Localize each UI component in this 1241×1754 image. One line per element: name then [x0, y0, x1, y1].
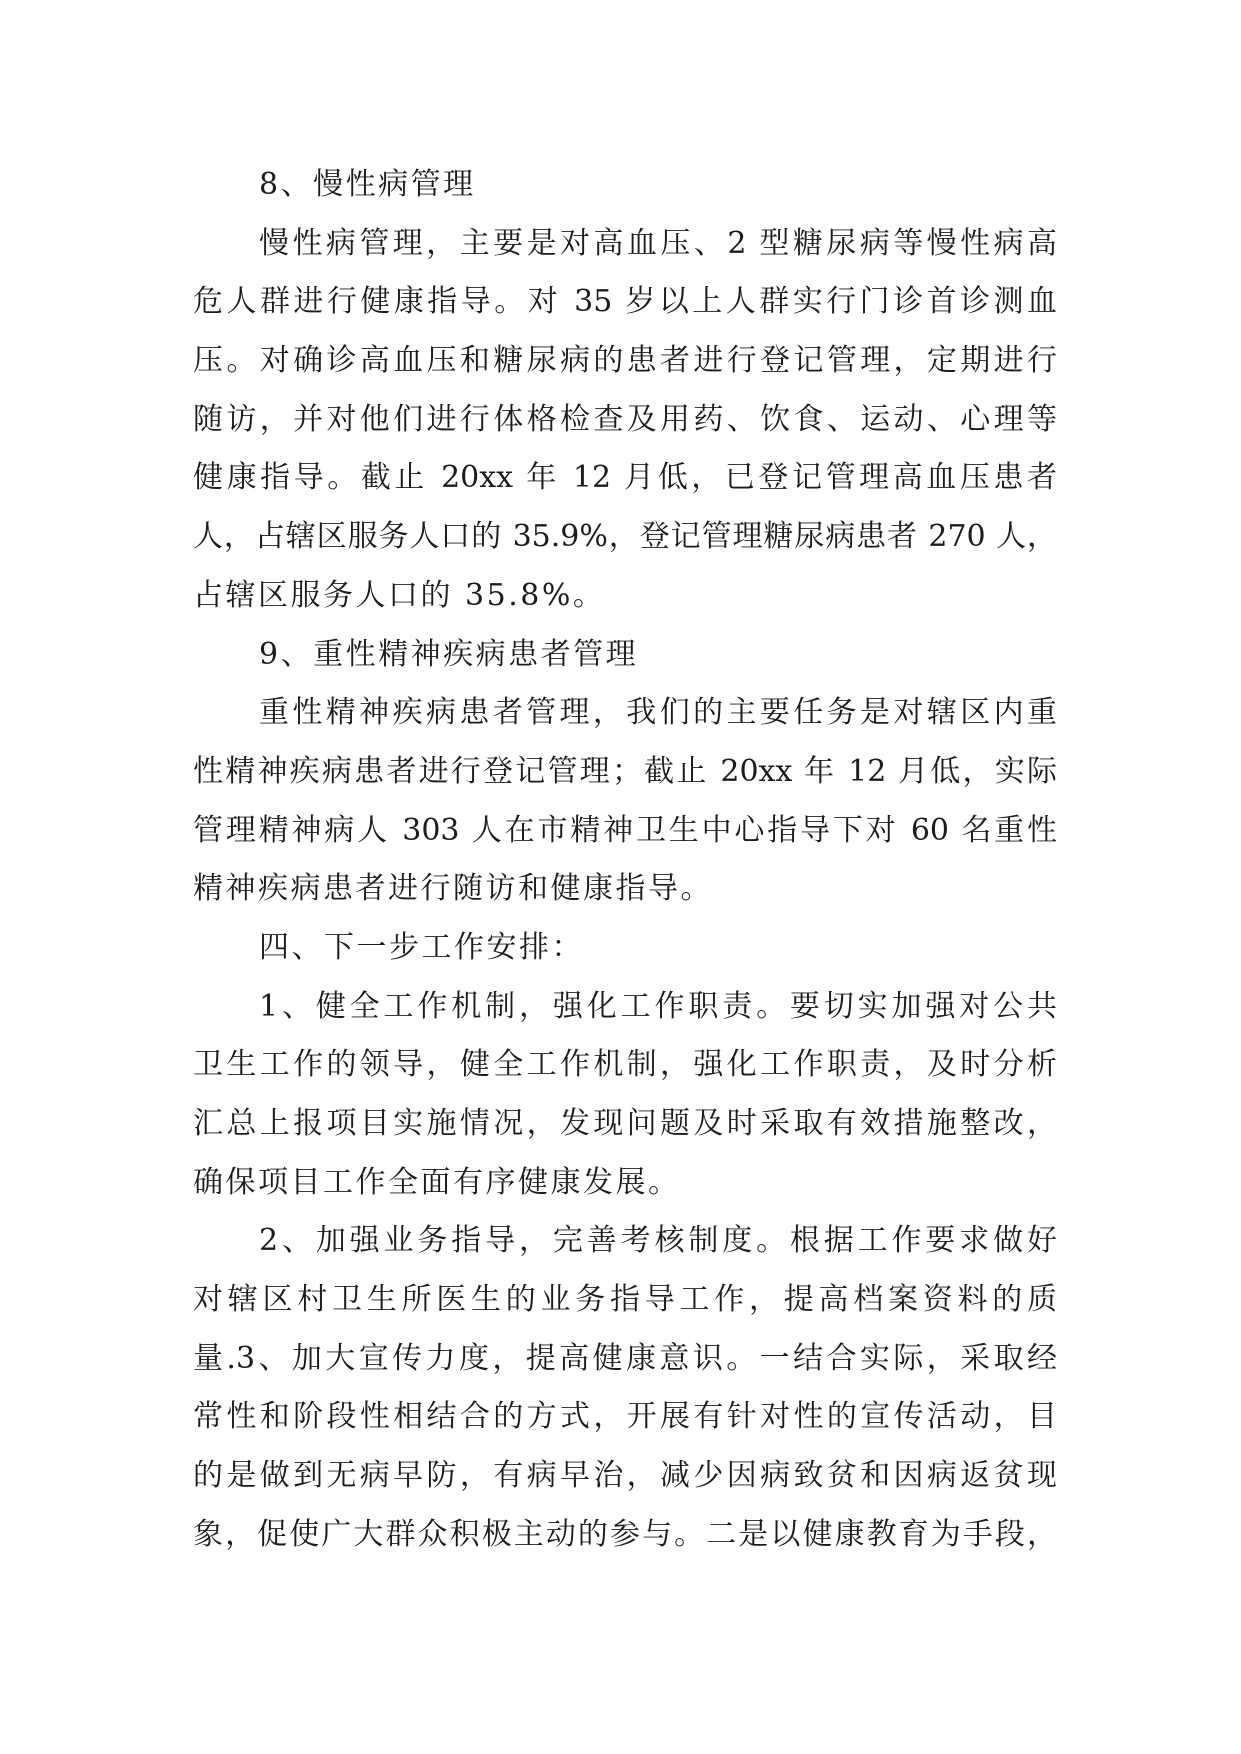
next-steps-item-1-line: 确保项目工作全面有序健康发展。	[193, 1164, 681, 1200]
section-8-line: 慢性病管理，主要是对高血压、2 型糖尿病等慢性病高	[259, 225, 1057, 261]
section-9-line: 精神疾病患者进行随访和健康指导。	[193, 871, 713, 907]
next-steps-item-2-line: 2、加强业务指导，完善考核制度。根据工作要求做好	[259, 1223, 1057, 1259]
next-steps-item-2-line: 对辖区村卫生所医生的业务指导工作，提高档案资料的质	[193, 1282, 1057, 1318]
next-steps-item-2-line: 象，促使广大群众积极主动的参与。二是以健康教育为手段，	[193, 1516, 1057, 1552]
next-steps-item-2-line: 常性和阶段性相结合的方式，开展有针对性的宣传活动，目	[193, 1399, 1057, 1435]
next-steps-item-2-line: 量.3、加大宣传力度，提高健康意识。一结合实际，采取经	[193, 1340, 1057, 1376]
section-9-line: 重性精神疾病患者管理，我们的主要任务是对辖区内重	[259, 695, 1057, 731]
next-steps-item-1-line: 卫生工作的领导，健全工作机制，强化工作职责，及时分析	[193, 1047, 1057, 1083]
section-8-line: 随访，并对他们进行体格检查及用药、饮食、运动、心理等	[193, 401, 1057, 437]
section-8-line: 健康指导。截止 20xx 年 12 月低，已登记管理高血压患者	[193, 460, 1057, 496]
section-9-line: 管理精神病人 303 人在市精神卫生中心指导下对 60 名重性	[193, 812, 1057, 848]
section-9-heading: 9、重性精神疾病患者管理	[259, 636, 639, 672]
section-9-line: 性精神疾病患者进行登记管理；截止 20xx 年 12 月低，实际	[193, 753, 1057, 789]
next-steps-item-1-line: 汇总上报项目实施情况，发现问题及时采取有效措施整改，	[193, 1106, 1057, 1141]
next-steps-item-1-line: 1、健全工作机制，强化工作职责。要切实加强对公共	[259, 988, 1057, 1024]
next-steps-item-2-line: 的是做到无病早防，有病早治，减少因病致贫和因病返贫现	[193, 1458, 1057, 1494]
section-8-line: 危人群进行健康指导。对 35 岁以上人群实行门诊首诊测血	[193, 284, 1057, 320]
section-8-heading: 8、慢性病管理	[259, 167, 476, 202]
next-steps-heading: 四、下一步工作安排：	[259, 929, 584, 965]
section-8-line: 占辖区服务人口的 35.8%。	[193, 577, 606, 613]
section-8-line: 压。对确诊高血压和糖尿病的患者进行登记管理，定期进行	[193, 343, 1057, 379]
document-body	[193, 156, 1057, 1565]
section-8-line: 人，占辖区服务人口的 35.9%，登记管理糖尿病患者 270 人，	[193, 519, 1057, 555]
